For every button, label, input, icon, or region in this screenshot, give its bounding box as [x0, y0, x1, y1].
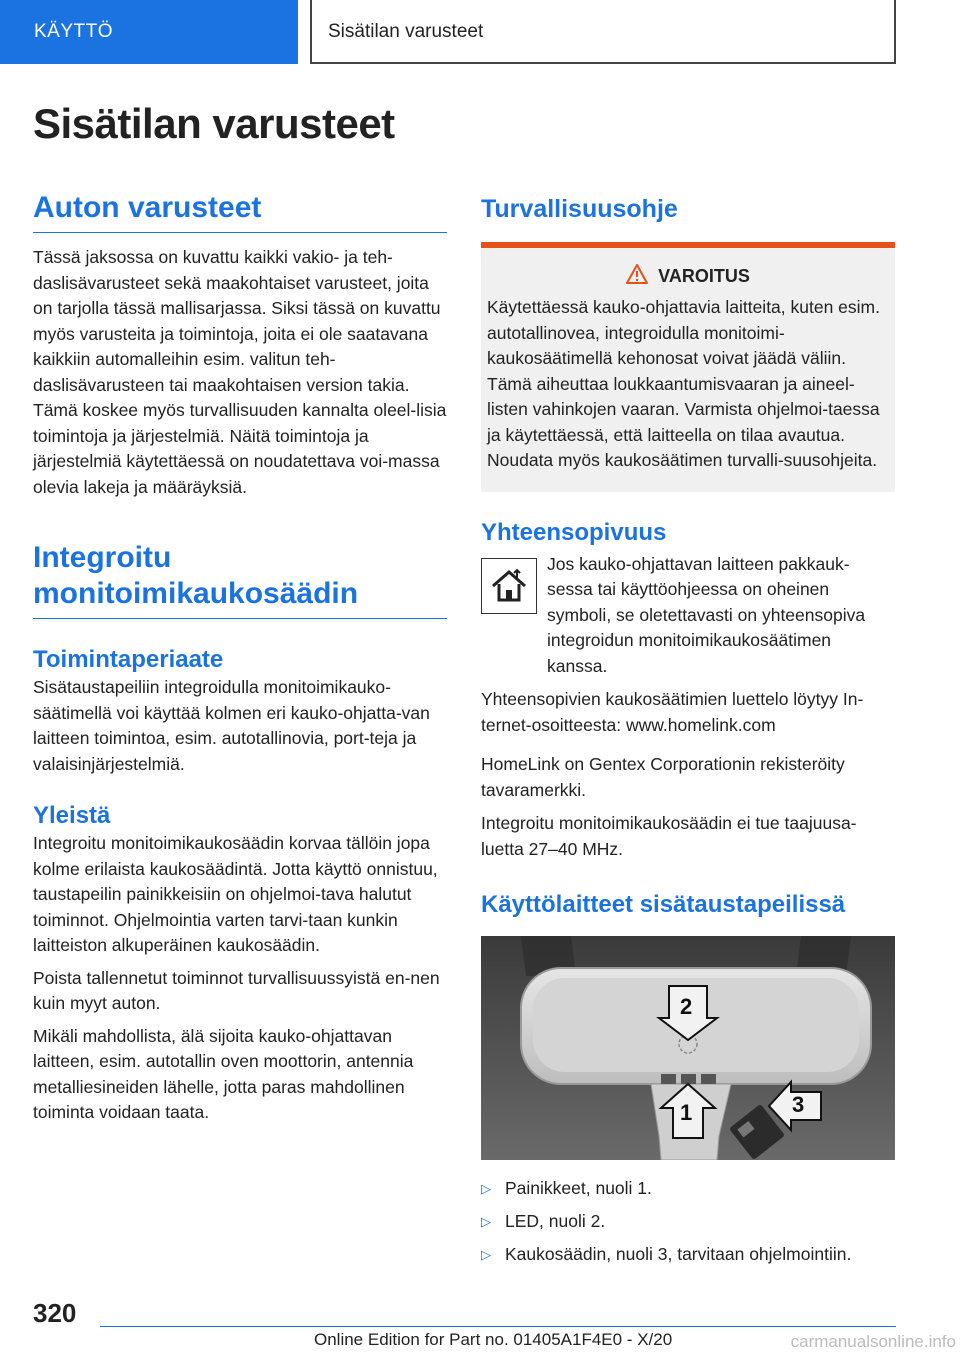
- mirror-photo: [481, 936, 895, 1160]
- list-item: [481, 1209, 895, 1234]
- section-tab: KÄYTTÖ: [0, 0, 298, 64]
- heading-yhteensopivuus: Yhteensopivuus: [481, 518, 667, 546]
- homelink-house-icon: [481, 558, 537, 614]
- footer-rule: [100, 1326, 896, 1327]
- list-item-text: Kaukosäädin, nuoli 3, tarvitaan ohjelmointiin.: [505, 1244, 852, 1264]
- controls-list: [481, 1176, 895, 1267]
- paragraph-yhteensopivuus-2: Yhteensopivien kaukosäätimien luettelo löytyy In-ternet-osoitteesta: www.homelink.com: [481, 689, 864, 735]
- heading-toimintaperiaate: Toimintaperiaate: [33, 646, 224, 673]
- chapter-tab: Sisätilan varusteet: [310, 0, 896, 64]
- heading-integroitu-line1: Integroitu: [33, 541, 172, 574]
- triangle-bullet-icon: ▷: [481, 1247, 491, 1262]
- heading-integroitu-line2: monitoimikaukosäädin: [33, 577, 359, 610]
- paragraph-yleista-2: Poista tallennetut toiminnot turvallisuussyistä en-nen kuin myyt auton.: [33, 967, 440, 1013]
- footer-edition: Online Edition for Part no. 01405A1F4E0 - X/20: [314, 1330, 673, 1349]
- page-title: Sisätilan varusteet: [33, 100, 395, 147]
- page-number: 320: [33, 1298, 77, 1328]
- paragraph-yleista-1: Integroitu monitoimikaukosäädin korvaa tällöin jopa kolme erilaista kaukosäädintä. Jotta käyttö onnistuu, taustapeilin painikkeisiin on ohjelmoi-tava halutut toiminnot. Ohjelmointia varten tarvi-taan kunkin laitteiston alkuperäinen kaukosäädin.: [33, 833, 438, 955]
- heading-integroitu: [33, 540, 447, 619]
- warning-label: VAROITUS: [658, 266, 750, 286]
- warning-box: [481, 248, 895, 492]
- paragraph-yleista-3: Mikäli mahdollista, älä sijoita kauko-ohjattavan laitteen, esim. autotallin oven moottorin, antennia metalliesineiden lähelle, jotta paras mahdollinen toiminta voidaan taata.: [33, 1025, 414, 1122]
- heading-auton-varusteet: Auton varusteet: [33, 190, 447, 233]
- heading-yleista: Yleistä: [33, 802, 111, 829]
- photo-label-2: 2: [680, 994, 693, 1019]
- list-item-text: LED, nuoli 2.: [505, 1211, 606, 1231]
- mirror-illustration: [481, 936, 895, 1160]
- list-item: [481, 1176, 895, 1201]
- list-item-text: Painikkeet, nuoli 1.: [505, 1178, 652, 1198]
- warning-header: [487, 264, 889, 289]
- list-item: [481, 1242, 895, 1267]
- photo-label-3: 3: [792, 1092, 805, 1117]
- watermark: carmanualsonline.info: [790, 1332, 956, 1351]
- heading-turvallisuusohje: Turvallisuusohje: [481, 195, 678, 223]
- compatibility-block: [481, 552, 895, 680]
- paragraph-yhteensopivuus-4: Integroitu monitoimikaukosäädin ei tue taajuusa-luetta 27–40 MHz.: [481, 813, 857, 859]
- warning-triangle-icon: [626, 264, 648, 289]
- heading-kayttolaitteet: Käyttölaitteet sisätaustapeilissä: [481, 891, 846, 918]
- right-column: [481, 190, 895, 1275]
- paragraph-auton-varusteet: Tässä jaksossa on kuvattu kaikki vakio- ja teh-daslisävarusteet sekä maakohtaiset varusteet, joita on tarjolla tässä mallisarjassa. Siksi tässä on kuvattu myös varusteita ja toimintoja, joita ei ole saatavana kaikkiin automalleihin esim. valitun teh-daslisävarusteen tai maakohtaisen version takia. Tämä koskee myös turvallisuuden kannalta oleel-lisia toimintoja ja järjestelmiä. Näitä toimintoja ja järjestelmiä käytettäessä on noudatettava voi-massa olevia lakeja ja määräyksiä.: [33, 247, 447, 497]
- paragraph-toimintaperiaate: Sisätaustapeiliin integroidulla monitoimikauko-säätimellä voi käyttää kolmen eri kauko-ohjatta-van laitteen toimintoa, esim. autotallinovia, port-teja ja valaisinjärjestelmiä.: [33, 677, 430, 774]
- paragraph-yhteensopivuus-3: HomeLink on Gentex Corporationin rekisteröity tavaramerkki.: [481, 754, 845, 800]
- warning-text: Käytettäessä kauko-ohjattavia laitteita, kuten esim. autotallinovea, integroidulla monitoimi-kaukosäätimellä kehonosat voivat jäädä väliin. Tämä aiheuttaa loukkaantumisvaaran ja aineel-listen vahinkojen vaaran. Varmista ohjelmoi-taessa ja käytettäessä, että laitteella on tilaa avautua. Noudata myös kaukosäätimen turvalli-suusohjeita.: [487, 297, 880, 470]
- triangle-bullet-icon: ▷: [481, 1214, 491, 1229]
- triangle-bullet-icon: ▷: [481, 1181, 491, 1196]
- photo-label-1: 1: [680, 1100, 693, 1125]
- left-column: [33, 190, 447, 1126]
- paragraph-yhteensopivuus-1: Jos kauko-ohjattavan laitteen pakkauk-sessa tai käyttöohjeessa on oheinen symboli, se oletettavasti on yhteensopiva integroidun monitoimikaukosäätimen kanssa.: [547, 553, 866, 676]
